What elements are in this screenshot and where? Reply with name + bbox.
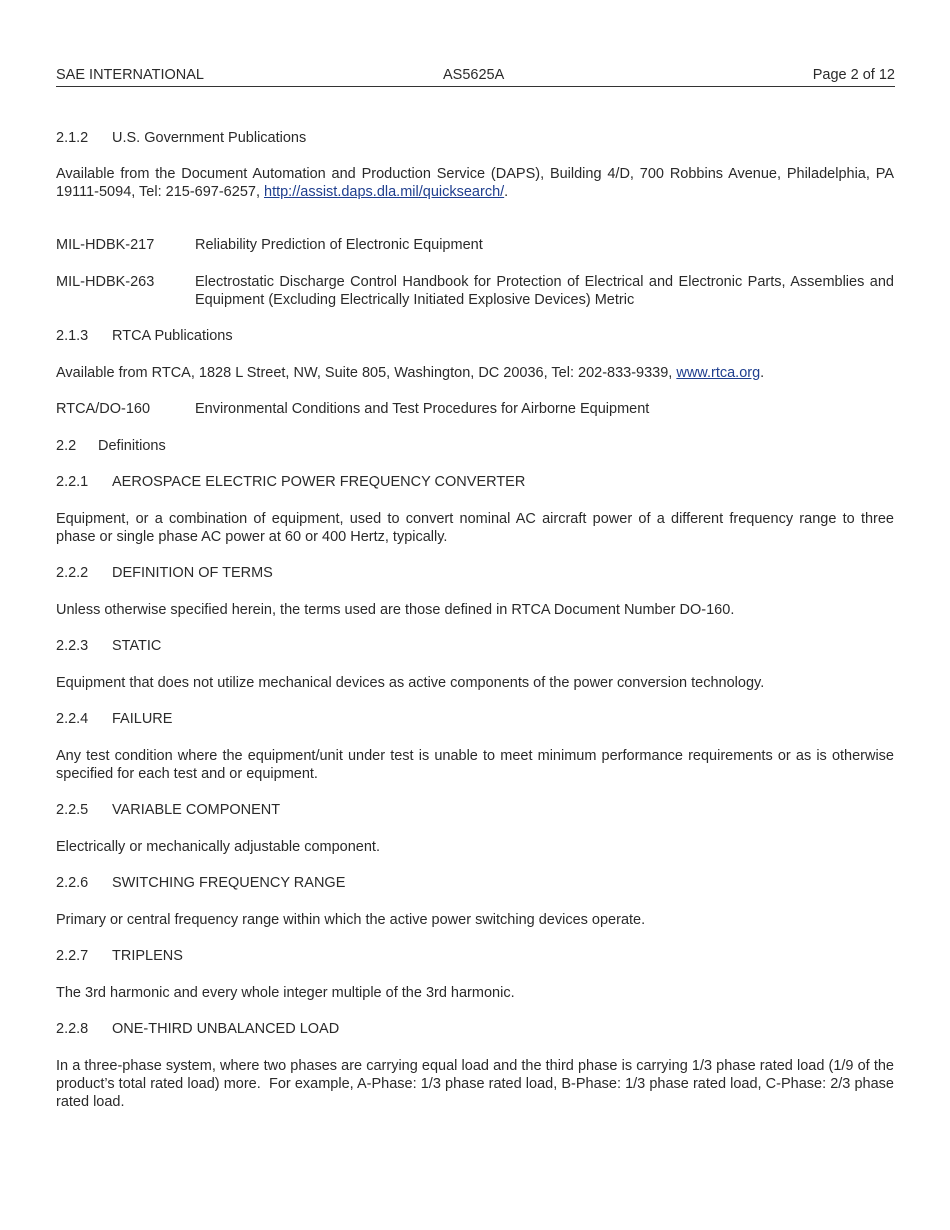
section-number: 2.1.3: [56, 328, 89, 344]
definition-heading: [56, 874, 345, 892]
header-organization: SAE INTERNATIONAL: [56, 67, 204, 83]
definition-text: Equipment, or a combination of equipment, used to convert nominal AC aircraft power of a different frequency range to three phase or single phase AC power at 60 or 400 Hertz, typically.: [56, 511, 894, 545]
definition-heading: [56, 710, 172, 728]
section-heading-2-2: [56, 437, 166, 455]
doc-title: Environmental Conditions and Test Procedures for Airborne Equipment: [195, 401, 650, 417]
definition-number: 2.2.1: [56, 474, 89, 490]
section-body-2-1-2: [56, 165, 894, 201]
definition-number: 2.2.8: [56, 1021, 89, 1037]
definition-number: 2.2.6: [56, 875, 89, 891]
definition-text: In a three-phase system, where two phases are carrying equal load and the third phase is carrying 1/3 phase rated load (1/9 of the product’s total rated load) more. For example, A-Phase: 1/3 phase rated load, B-Phase: 1/3 phase rated load, C-Phase: 2/3 phase rated load.: [56, 1058, 899, 1110]
definition-term: SWITCHING FREQUENCY RANGE: [112, 875, 346, 891]
body-text: Available from RTCA, 1828 L Street, NW, Suite 805, Washington, DC 20036, Tel: 202-833-9339,: [56, 365, 677, 381]
body-text-end: .: [760, 365, 765, 381]
definition-term: DEFINITION OF TERMS: [112, 565, 273, 581]
definition-term: FAILURE: [112, 711, 173, 727]
doc-ref-mil-hdbk-263: [56, 273, 894, 309]
doc-ref-rtca-do-160: [56, 400, 894, 418]
section-title: Definitions: [98, 438, 166, 454]
definition-heading: [56, 564, 273, 582]
definition-term: TRIPLENS: [112, 948, 183, 964]
page-header: [56, 66, 895, 87]
section-heading-2-1-3: [56, 327, 233, 345]
definition-text: Any test condition where the equipment/unit under test is unable to meet minimum performance requirements or as is otherwise specified for each test and or equipment.: [56, 748, 894, 782]
section-number: 2.1.2: [56, 130, 89, 146]
definition-heading: [56, 801, 280, 819]
definition-heading: [56, 637, 161, 655]
definition-number: 2.2.2: [56, 565, 89, 581]
section-heading-2-1-2: [56, 129, 306, 147]
section-body-2-1-3: [56, 364, 894, 382]
doc-code: MIL-HDBK-217: [56, 237, 155, 253]
definition-text: Equipment that does not utilize mechanical devices as active components of the power conversion technology.: [56, 675, 765, 691]
definition-term: ONE-THIRD UNBALANCED LOAD: [112, 1021, 340, 1037]
doc-ref-mil-hdbk-217: [56, 236, 894, 254]
doc-title: Reliability Prediction of Electronic Equipment: [195, 237, 483, 253]
rtca-link[interactable]: www.rtca.org: [676, 365, 761, 381]
definition-heading: [56, 947, 183, 965]
header-document-number: AS5625A: [443, 67, 505, 83]
doc-code: RTCA/DO-160: [56, 401, 151, 417]
section-number: 2.2: [56, 438, 77, 454]
definition-number: 2.2.4: [56, 711, 89, 727]
header-page-number: Page 2 of 12: [812, 67, 895, 83]
definition-number: 2.2.3: [56, 638, 89, 654]
definition-text: The 3rd harmonic and every whole integer multiple of the 3rd harmonic.: [56, 985, 515, 1001]
body-text-end: .: [504, 184, 509, 200]
doc-title: Electrostatic Discharge Control Handbook for Protection of Electrical and Electronic Parts, Assemblies and Equipment (Excluding Electrically Initiated Explosive Devices) Metric: [195, 274, 894, 308]
definition-text: Unless otherwise specified herein, the terms used are those defined in RTCA Document Number DO-160.: [56, 602, 735, 618]
definition-number: 2.2.7: [56, 948, 89, 964]
definition-text: Primary or central frequency range within which the active power switching devices operate.: [56, 912, 646, 928]
section-title: RTCA Publications: [112, 328, 233, 344]
definition-term: STATIC: [112, 638, 162, 654]
daps-link[interactable]: http://assist.daps.dla.mil/quicksearch/: [264, 184, 505, 200]
definition-term: AEROSPACE ELECTRIC POWER FREQUENCY CONVERTER: [112, 474, 526, 490]
section-title: U.S. Government Publications: [112, 130, 307, 146]
definition-text: Electrically or mechanically adjustable component.: [56, 839, 380, 855]
definition-term: VARIABLE COMPONENT: [112, 802, 281, 818]
definition-heading: [56, 1020, 339, 1038]
body-text: Available from the Document Automation and Production Service (DAPS), Building 4/D, 700 Robbins Avenue, Philadelphia, PA 19111-5094, Tel: 215-697-6257,: [56, 166, 894, 200]
definition-heading: [56, 473, 525, 491]
doc-code: MIL-HDBK-263: [56, 274, 155, 290]
definition-number: 2.2.5: [56, 802, 89, 818]
